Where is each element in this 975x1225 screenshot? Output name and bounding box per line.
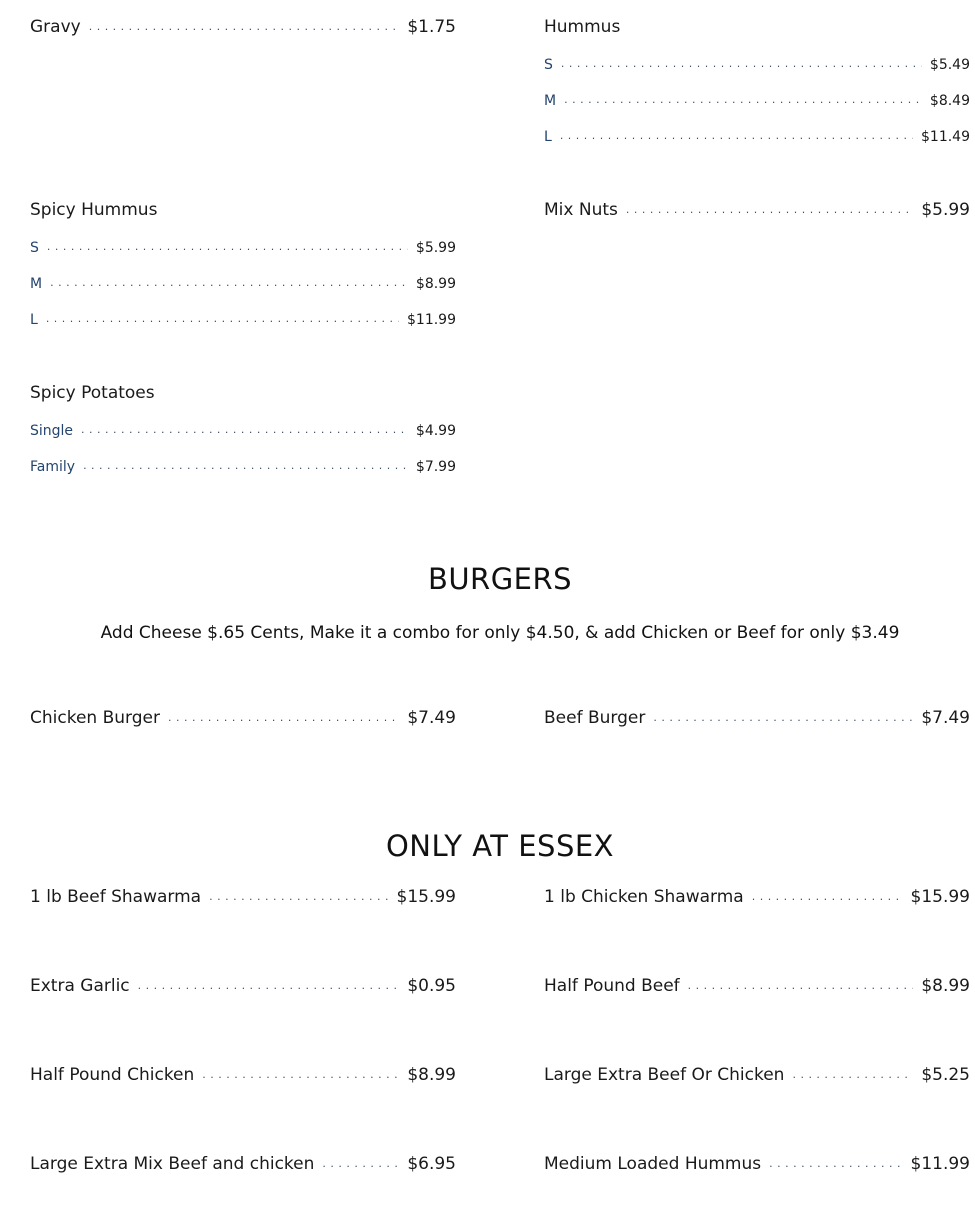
item-price: $11.99 <box>910 1154 970 1174</box>
size-option-spicy-potatoes-single[interactable] <box>30 423 456 443</box>
dot-leader <box>168 711 399 724</box>
menu-item-1lb-beef-shawarma[interactable] <box>30 887 456 911</box>
size-price: $8.49 <box>929 93 970 109</box>
menu-item-medium-loaded-hummus[interactable] <box>544 1154 970 1178</box>
menu-item-title-spicy-potatoes: Spicy Potatoes <box>30 383 155 403</box>
size-label: M <box>544 93 557 109</box>
item-price: $5.99 <box>921 200 970 220</box>
size-label: S <box>544 57 553 73</box>
size-label: Single <box>30 423 74 439</box>
menu-item-large-extra-mix[interactable] <box>30 1154 456 1178</box>
menu-item-title-hummus: Hummus <box>544 17 621 37</box>
size-option-hummus-s[interactable] <box>544 57 970 77</box>
item-price: $8.99 <box>407 1065 456 1085</box>
size-price: $8.99 <box>415 276 456 292</box>
item-name: 1 lb Chicken Shawarma <box>544 887 744 907</box>
item-price: $5.25 <box>921 1065 970 1085</box>
item-name: Half Pound Chicken <box>30 1065 195 1085</box>
item-name: Large Extra Mix Beef and chicken <box>30 1154 315 1174</box>
item-name: 1 lb Beef Shawarma <box>30 887 202 907</box>
menu-item-beef-burger[interactable] <box>544 708 970 732</box>
size-option-hummus-m[interactable] <box>544 93 970 113</box>
menu-item-gravy[interactable] <box>30 17 456 41</box>
dot-leader <box>83 459 408 472</box>
item-price: $7.49 <box>407 708 456 728</box>
size-price: $11.49 <box>921 129 970 145</box>
dot-leader <box>792 1068 913 1081</box>
dot-leader <box>209 890 388 903</box>
item-price: $1.75 <box>407 17 456 37</box>
size-option-spicy-potatoes-family[interactable] <box>30 459 456 479</box>
dot-leader <box>626 203 913 216</box>
dot-leader <box>138 979 400 992</box>
size-price: $5.49 <box>929 57 970 73</box>
item-name: Chicken Burger <box>30 708 160 728</box>
dot-leader <box>752 890 903 903</box>
dot-leader <box>688 979 914 992</box>
size-label: M <box>30 276 43 292</box>
size-price: $7.99 <box>415 459 456 475</box>
size-option-spicy-hummus-l[interactable] <box>30 312 456 332</box>
dot-leader <box>561 57 922 70</box>
size-price: $11.99 <box>407 312 456 328</box>
item-name: Half Pound Beef <box>544 976 680 996</box>
dot-leader <box>89 20 400 33</box>
item-name: Beef Burger <box>544 708 646 728</box>
menu-item-title-spicy-hummus: Spicy Hummus <box>30 200 158 220</box>
item-price: $7.49 <box>921 708 970 728</box>
dot-leader <box>46 312 399 325</box>
item-name: Medium Loaded Hummus <box>544 1154 762 1174</box>
section-note-burgers: Add Cheese $.65 Cents, Make it a combo for only $4.50, & add Chicken or Beef for only $3.49 <box>100 623 900 643</box>
item-price: $6.95 <box>407 1154 456 1174</box>
item-name: Gravy <box>30 17 81 37</box>
menu-item-chicken-burger[interactable] <box>30 708 456 732</box>
dot-leader <box>47 240 408 253</box>
size-label: L <box>544 129 552 145</box>
menu-item-extra-garlic[interactable] <box>30 976 456 1000</box>
dot-leader <box>653 711 913 724</box>
size-option-hummus-l[interactable] <box>544 129 970 149</box>
size-option-spicy-hummus-m[interactable] <box>30 276 456 296</box>
item-price: $0.95 <box>407 976 456 996</box>
size-price: $4.99 <box>415 423 456 439</box>
menu-item-mix-nuts[interactable] <box>544 200 970 224</box>
dot-leader <box>564 93 922 106</box>
dot-leader <box>560 129 913 142</box>
size-label: L <box>30 312 38 328</box>
item-price: $15.99 <box>396 887 456 907</box>
item-price: $8.99 <box>921 976 970 996</box>
dot-leader <box>322 1157 399 1170</box>
dot-leader <box>81 423 408 436</box>
section-heading-burgers: BURGERS <box>427 562 573 596</box>
item-price: $15.99 <box>910 887 970 907</box>
menu-item-half-pound-chicken[interactable] <box>30 1065 456 1089</box>
menu-item-half-pound-beef[interactable] <box>544 976 970 1000</box>
size-option-spicy-hummus-s[interactable] <box>30 240 456 260</box>
dot-leader <box>50 276 408 289</box>
section-heading-only-at-essex: ONLY AT ESSEX <box>385 829 615 863</box>
size-label: Family <box>30 459 76 475</box>
dot-leader <box>202 1068 399 1081</box>
item-name: Mix Nuts <box>544 200 618 220</box>
size-label: S <box>30 240 39 256</box>
menu-item-1lb-chicken-shawarma[interactable] <box>544 887 970 911</box>
item-name: Large Extra Beef Or Chicken <box>544 1065 785 1085</box>
item-name: Extra Garlic <box>30 976 130 996</box>
dot-leader <box>769 1157 902 1170</box>
size-price: $5.99 <box>415 240 456 256</box>
menu-item-large-extra-beef-or-chicken[interactable] <box>544 1065 970 1089</box>
